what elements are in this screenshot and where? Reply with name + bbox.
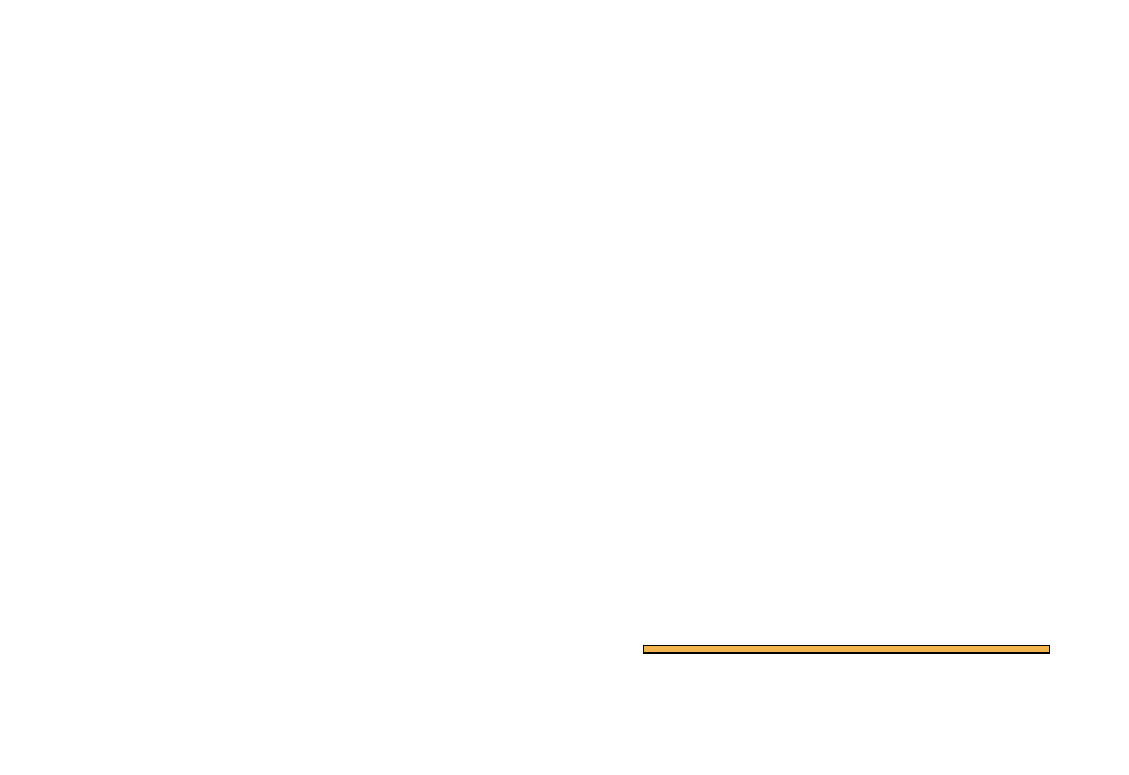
left-column: [26, 6, 526, 45]
right-column: [604, 6, 1104, 41]
closing-question: [604, 17, 1104, 37]
contact-line: [644, 652, 1049, 653]
section-3: [26, 17, 526, 34]
copyright-box: [643, 645, 1050, 654]
